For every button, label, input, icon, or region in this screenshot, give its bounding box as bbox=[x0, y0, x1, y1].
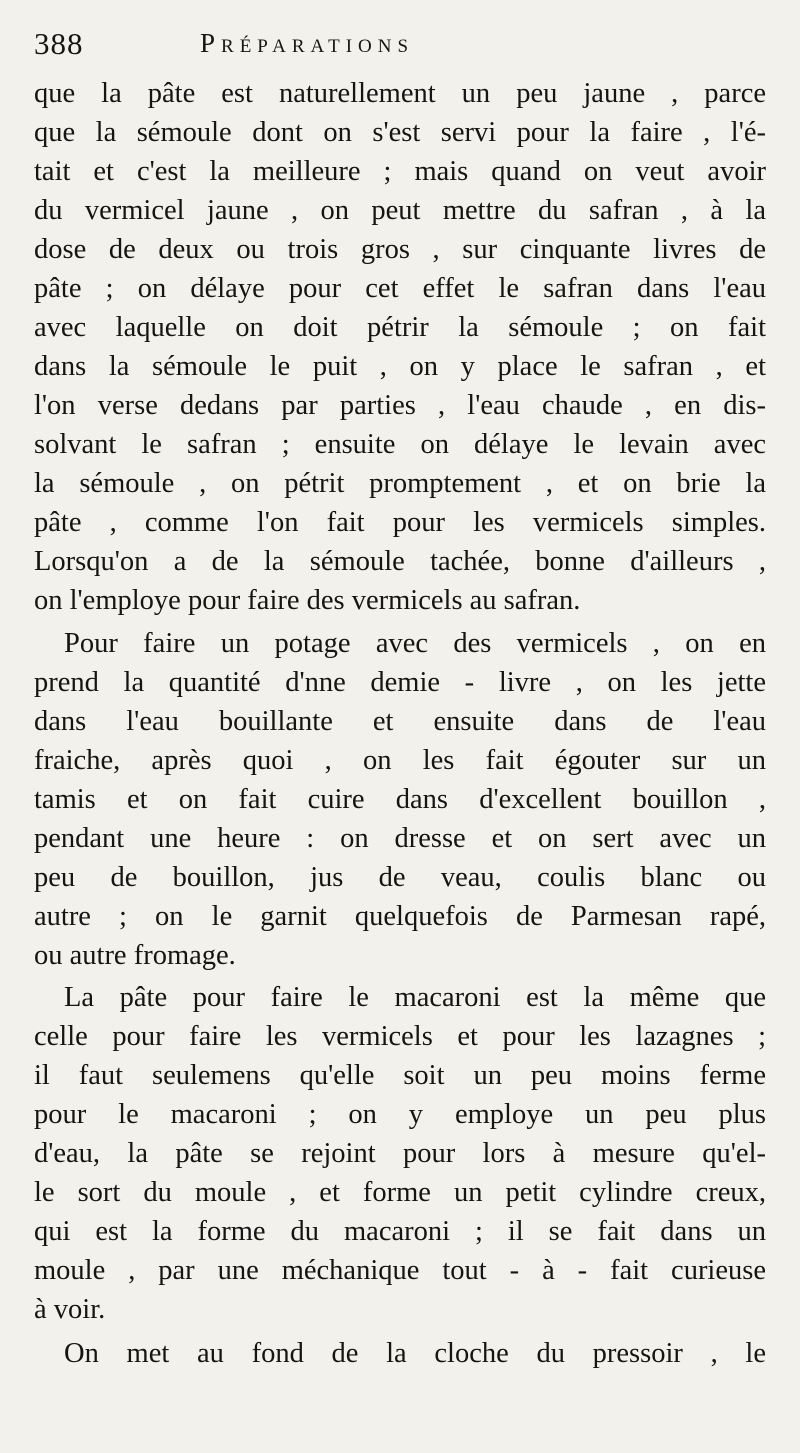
text-line: prend la quantité d'nne demie - livre , on les jette bbox=[34, 667, 766, 698]
page-number: 388 bbox=[34, 26, 84, 61]
text-line: d'eau, la pâte se rejoint pour lors à mesure qu'el- bbox=[34, 1138, 766, 1169]
text-line: le sort du moule , et forme un petit cylindre creux, bbox=[34, 1177, 766, 1208]
text-line: l'on verse dedans par parties , l'eau chaude , en dis- bbox=[34, 390, 766, 421]
text-line: peu de bouillon, jus de veau, coulis blanc ou bbox=[34, 862, 766, 893]
text-line: moule , par une méchanique tout - à - fait curieuse bbox=[34, 1255, 766, 1286]
text-line: la sémoule , on pétrit promptement , et on brie la bbox=[34, 468, 766, 499]
text-line: tamis et on fait cuire dans d'excellent bouillon , bbox=[34, 784, 766, 815]
text-line: fraiche, après quoi , on les fait égouter sur un bbox=[34, 745, 766, 776]
text-line: celle pour faire les vermicels et pour les lazagnes ; bbox=[34, 1021, 766, 1052]
paragraph-first-line: On met au fond de la cloche du pressoir , le bbox=[64, 1338, 766, 1369]
text-line: pâte ; on délaye pour cet effet le safran dans l'eau bbox=[34, 273, 766, 304]
text-line: solvant le safran ; ensuite on délaye le levain avec bbox=[34, 429, 766, 460]
paragraph-first-line: Pour faire un potage avec des vermicels , on en bbox=[64, 628, 766, 659]
text-line: pour le macaroni ; on y employe un peu plus bbox=[34, 1099, 766, 1130]
text-line: à voir. bbox=[34, 1294, 106, 1325]
text-line: dans l'eau bouillante et ensuite dans de l'eau bbox=[34, 706, 766, 737]
text-line: dose de deux ou trois gros , sur cinquante livres de bbox=[34, 234, 766, 265]
text-line: que la sémoule dont on s'est servi pour la faire , l'é- bbox=[34, 117, 766, 148]
text-line: dans la sémoule le puit , on y place le safran , et bbox=[34, 351, 766, 382]
text-line: avec laquelle on doit pétrir la sémoule ; on fait bbox=[34, 312, 766, 343]
text-line: du vermicel jaune , on peut mettre du safran , à la bbox=[34, 195, 766, 226]
text-line: on l'employe pour faire des vermicels au safran. bbox=[34, 585, 581, 616]
text-line: autre ; on le garnit quelquefois de Parmesan rapé, bbox=[34, 901, 766, 932]
text-line: pendant une heure : on dresse et on sert avec un bbox=[34, 823, 766, 854]
running-head: Préparations bbox=[200, 28, 415, 58]
text-line: tait et c'est la meilleure ; mais quand on veut avoir bbox=[34, 156, 766, 187]
text-line: que la pâte est naturellement un peu jaune , parce bbox=[34, 78, 766, 109]
paragraph-first-line: La pâte pour faire le macaroni est la même que bbox=[64, 982, 766, 1013]
page-header bbox=[30, 26, 750, 66]
text-line: ou autre fromage. bbox=[34, 940, 236, 971]
text-line: qui est la forme du macaroni ; il se fait dans un bbox=[34, 1216, 766, 1247]
text-line: il faut seulemens qu'elle soit un peu moins ferme bbox=[34, 1060, 766, 1091]
text-line: Lorsqu'on a de la sémoule tachée, bonne d'ailleurs , bbox=[34, 546, 766, 577]
text-line: pâte , comme l'on fait pour les vermicels simples. bbox=[34, 507, 766, 538]
